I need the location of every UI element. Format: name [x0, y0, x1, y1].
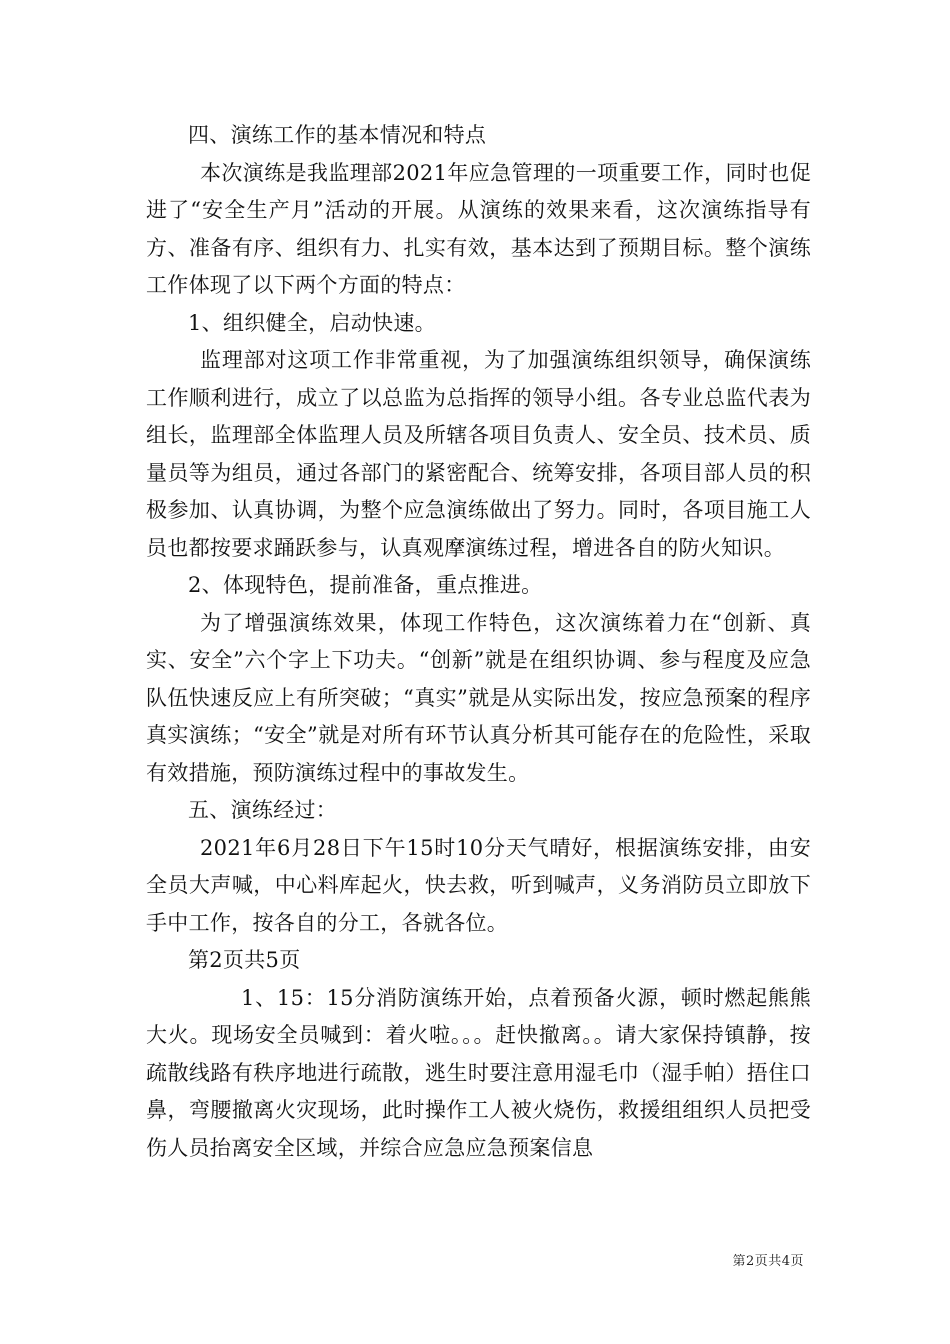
body-paragraph: 本次演练是我监理部2021年应急管理的一项重要工作，同时也促进了“安全生产月”活动的开展。从演练的效果来看，这次演练指导有方、准备有序、组织有力、扎实有效，基本达到了预期目标。整个演练工作体现了以下两个方面的特点：: [146, 160, 811, 297]
document-body: [146, 117, 811, 1167]
section-heading-four: 四、演练工作的基本情况和特点: [188, 123, 487, 147]
body-paragraph: 监理部对这项工作非常重视，为了加强演练组织领导，确保演练工作顺利进行，成立了以总监为总指挥的领导小组。各专业总监代表为组长，监理部全体监理人员及所辖各项目负责人、安全员、技术员、质量员等为组员，通过各部门的紧密配合、统筹安排，各项目部人员的积极参加、认真协调，为整个应急演练做出了努力。同时，各项目施工人员也都按要求踊跃参与，认真观摩演练过程，增进各自的防火知识。: [146, 348, 811, 560]
section-heading-five: 五、演练经过：: [188, 798, 338, 822]
inline-page-marker: 第2页共5页: [188, 948, 301, 972]
subheading-one: 1、组织健全，启动快速。: [188, 310, 436, 335]
body-paragraph: 1、15：15分消防演练开始，点着预备火源，顿时燃起熊熊大火。现场安全员喊到：着火啦。。。赶快撤离。。请大家保持镇静，按疏散线路有秩序地进行疏散，逃生时要注意用湿毛巾（湿手帕）捂住口鼻，弯腰撤离火灾现场，此时操作工人被火烧伤，救援组组织人员把受伤人员抬离安全区域，并综合应急应急预案信息: [146, 985, 811, 1160]
page-footer: 第2页共4页: [732, 1254, 804, 1269]
body-paragraph: 为了增强演练效果，体现工作特色，这次演练着力在“创新、真实、安全”六个字上下功夫。“创新”就是在组织协调、参与程度及应急队伍快速反应上有所突破；“真实”就是从实际出发，按应急预案的程序真实演练；“安全”就是对所有环节认真分析其可能存在的危险性，采取有效措施，预防演练过程中的事故发生。: [146, 610, 811, 785]
body-paragraph: 2021年6月28日下午15时10分天气晴好，根据演练安排，由安全员大声喊，中心料库起火，快去救，听到喊声，义务消防员立即放下手中工作，按各自的分工，各就各位。: [146, 835, 811, 935]
subheading-two: 2、体现特色，提前准备，重点推进。: [188, 573, 543, 597]
